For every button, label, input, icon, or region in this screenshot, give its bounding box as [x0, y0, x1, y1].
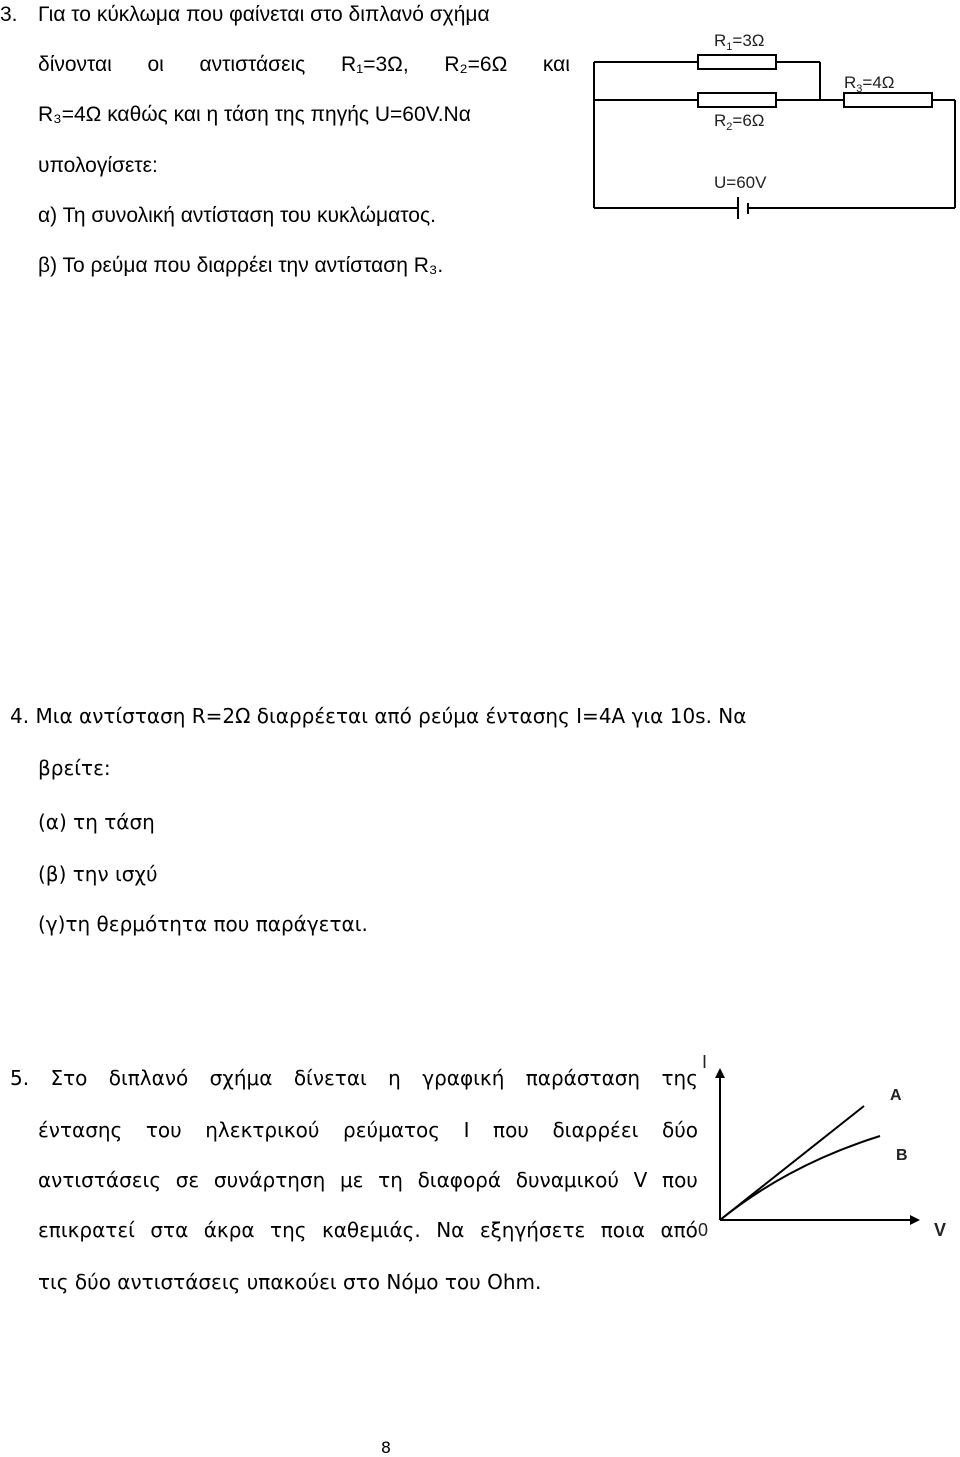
word: διπλανό [108, 1066, 189, 1090]
problem5-line3 [38, 1170, 698, 1190]
r1-label: $R_1=3\Omega$ [714, 31, 765, 53]
word: διαφορά [417, 1168, 502, 1192]
word: καθεμιάς. [321, 1218, 421, 1242]
word: γραφική [422, 1066, 505, 1090]
word: R₁=3Ω, [340, 53, 409, 76]
word: διαρρέει [552, 1118, 639, 1142]
word: η [388, 1066, 401, 1090]
problem4-line2: βρείτε: [38, 756, 111, 780]
r2-resistor [698, 93, 776, 107]
problem4-part-c: (γ)τη θερμότητα που παράγεται. [38, 912, 368, 936]
word: και [542, 53, 570, 76]
word: 5. [10, 1066, 30, 1090]
r2-label: $R_2=6\Omega$ [714, 111, 765, 133]
word: τη [378, 1168, 403, 1192]
word: σε [175, 1168, 200, 1192]
word: Στο [50, 1066, 88, 1090]
word: έντασης [38, 1118, 123, 1142]
word: V [633, 1168, 648, 1192]
word: δυναμικού [515, 1168, 619, 1192]
word: οι [147, 53, 164, 76]
word: ρεύματος [343, 1118, 441, 1142]
problem4-part-a: (α) τη τάση [38, 810, 155, 834]
word: αντιστάσεις [38, 1168, 162, 1192]
problem3-part-a: α) Τη συνολική αντίσταση του κυκλώματος. [38, 204, 436, 227]
word: της [270, 1218, 307, 1242]
u-label: U=60V [714, 173, 767, 192]
curve-b-label: B [896, 1147, 908, 1164]
problem3-line1: Για το κύκλωμα που φαίνεται στο διπλανό σχήμα [38, 3, 490, 26]
curve-b [720, 1136, 880, 1220]
problem3-line3: R₃=4Ω καθώς και η τάση της πηγής U=60V.Να [38, 103, 471, 126]
origin-label: 0 [698, 1220, 709, 1240]
word: δίνονται [38, 53, 112, 76]
word: συνάρτηση [213, 1168, 326, 1192]
iv-graph [690, 1048, 960, 1248]
problem5-line1 [10, 1068, 698, 1088]
word: I [463, 1118, 470, 1142]
word: παράσταση [525, 1066, 641, 1090]
word: άκρα [203, 1218, 255, 1242]
y-axis-label: I [702, 1052, 708, 1072]
problem4-part-b: (β) την ισχύ [38, 862, 158, 886]
problem3-line4: υπολογίσετε: [38, 154, 158, 177]
problem3-part-b: β) Το ρεύμα που διαρρέει την αντίσταση R₃. [38, 254, 444, 277]
problem5-line5: τις δύο αντιστάσεις υπακούει στο Νόμο του Ohm. [38, 1270, 542, 1294]
word: σχήμα [209, 1066, 273, 1090]
curve-a-label: A [890, 1087, 902, 1104]
word: της [661, 1066, 698, 1090]
word: του [145, 1118, 182, 1142]
word: στα [150, 1218, 189, 1242]
circuit-diagram [580, 20, 960, 230]
page-number: 8 [380, 1438, 392, 1457]
word: δύο [661, 1118, 698, 1142]
word: που [493, 1118, 529, 1142]
word: εξηγήσετε [479, 1218, 586, 1242]
problem3-line2 [38, 54, 570, 75]
r3-resistor [844, 93, 932, 107]
word: ποια [600, 1218, 645, 1242]
word: από [660, 1218, 698, 1242]
word: R₂=6Ω [444, 53, 508, 76]
problem4-line1: 4. Μια αντίσταση R=2Ω διαρρέεται από ρεύμα έντασης I=4A για 10s. Να [10, 704, 747, 728]
word: αντιστάσεις [199, 53, 306, 76]
word: με [339, 1168, 364, 1192]
x-axis-label: V [934, 1220, 947, 1240]
word: επικρατεί [38, 1218, 135, 1242]
r3-label: $R_3=4\Omega$ [844, 73, 895, 95]
word: που [662, 1168, 698, 1192]
problem5-line4 [38, 1220, 698, 1240]
word: ηλεκτρικού [205, 1118, 320, 1142]
problem5-line2 [38, 1120, 698, 1140]
r1-resistor [698, 55, 776, 69]
word: δίνεται [293, 1066, 367, 1090]
problem3-number: 3. [0, 3, 18, 26]
word: Να [436, 1218, 465, 1242]
